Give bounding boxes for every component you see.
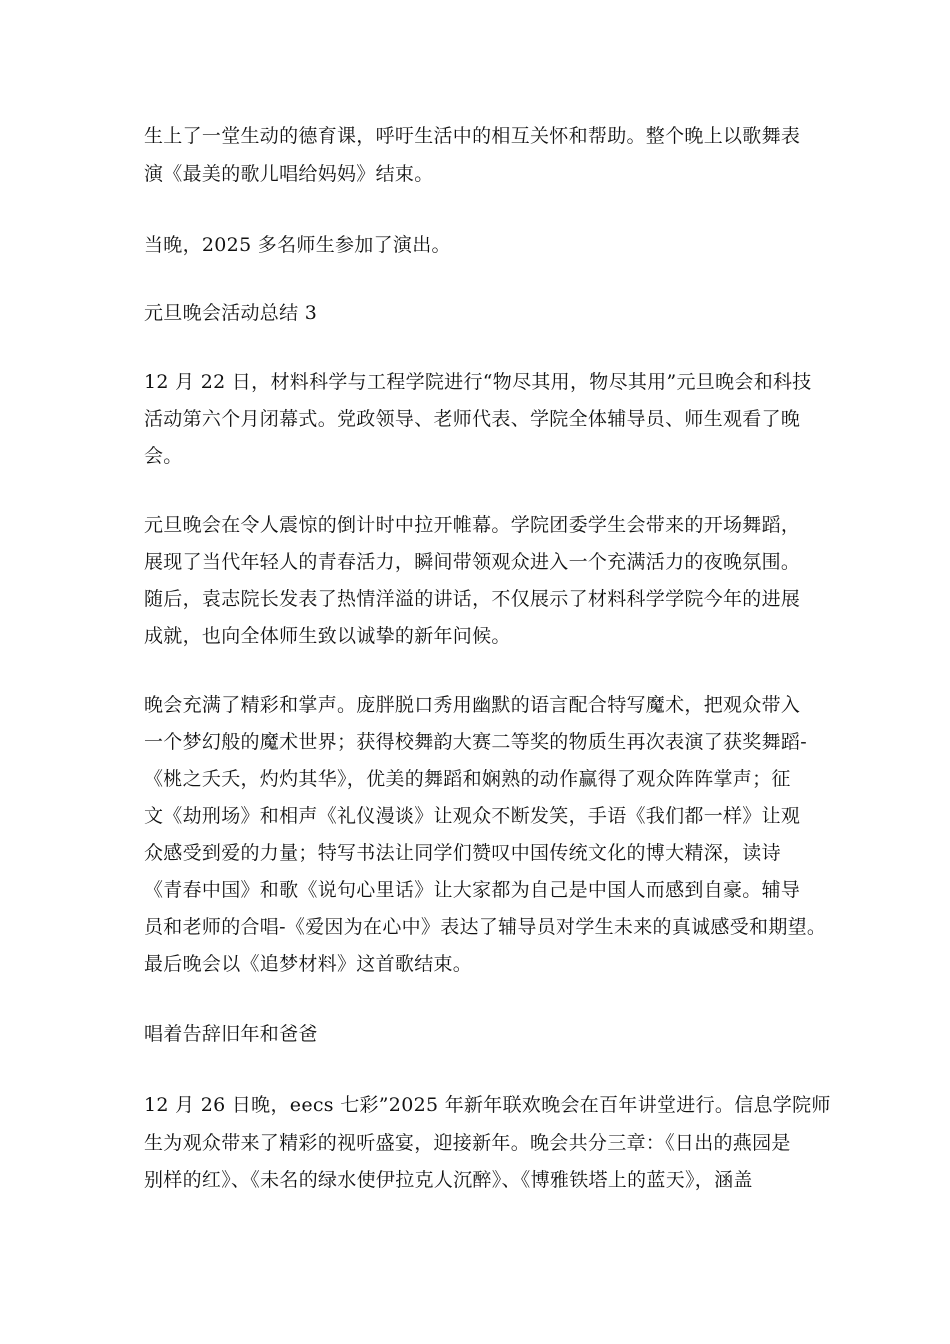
text-line: 文《劫刑场》和相声《礼仪漫谈》让观众不断发笑，手语《我们都一样》让观 — [144, 805, 801, 827]
text-line: 演《最美的歌儿唱给妈妈》结束。 — [144, 163, 434, 185]
text-line: 元旦晚会在令人震惊的倒计时中拉开帷幕。学院团委学生会带来的开场舞蹈， — [144, 514, 801, 536]
text-line: 12 月 22 日，材料科学与工程学院进行“物尽其用，物尽其用”元旦晚会和科技 — [144, 371, 812, 393]
section-heading: 唱着告辞旧年和爸爸 — [144, 1023, 318, 1045]
text-line: 最后晚会以《追梦材料》这首歌结束。 — [144, 953, 473, 975]
text-line: 《青春中国》和歌《说句心里话》让大家都为自己是中国人而感到自豪。辅导 — [144, 879, 801, 901]
text-line: 生为观众带来了精彩的视听盛宴，迎接新年。晚会共分三章：《日出的燕园是 — [144, 1132, 791, 1154]
text-line: 生上了一堂生动的德育课，呼吁生活中的相互关怀和帮助。整个晚上以歌舞表 — [144, 125, 801, 147]
text-line: 12 月 26 日晚，eecs 七彩”2025 年新年联欢晚会在百年讲堂进行。信息学院师 — [144, 1094, 831, 1116]
text-line: 会。 — [144, 445, 183, 467]
text-line: 别样的红》、《未名的绿水使伊拉克人沉醉》、《博雅铁塔上的蓝天》，涵盖 — [144, 1169, 753, 1191]
text-line: 一个梦幻般的魔术世界；获得校舞韵大赛二等奖的物质生再次表演了获奖舞蹈- — [144, 731, 807, 753]
text-line: 展现了当代年轻人的青春活力，瞬间带领观众进入一个充满活力的夜晚氛围。 — [144, 551, 801, 573]
text-line: 当晚，2025 多名师生参加了演出。 — [144, 234, 451, 256]
text-line: 《桃之夭夭，灼灼其华》，优美的舞蹈和娴熟的动作赢得了观众阵阵掌声；征 — [144, 768, 791, 790]
text-line: 员和老师的合唱-《爱因为在心中》表达了辅导员对学生未来的真诚感受和期望。 — [144, 916, 827, 938]
text-line: 活动第六个月闭幕式。党政领导、老师代表、学院全体辅导员、师生观看了晚 — [144, 408, 801, 430]
text-line: 随后，袁志院长发表了热情洋溢的讲话，不仅展示了材料科学学院今年的进展 — [144, 588, 801, 610]
text-line: 成就，也向全体师生致以诚挚的新年问候。 — [144, 625, 511, 647]
section-heading: 元旦晚会活动总结 3 — [144, 302, 318, 324]
text-line: 众感受到爱的力量；特写书法让同学们赞叹中国传统文化的博大精深，读诗 — [144, 842, 781, 864]
text-line: 晚会充满了精彩和掌声。庞胖脱口秀用幽默的语言配合特写魔术，把观众带入 — [144, 694, 801, 716]
